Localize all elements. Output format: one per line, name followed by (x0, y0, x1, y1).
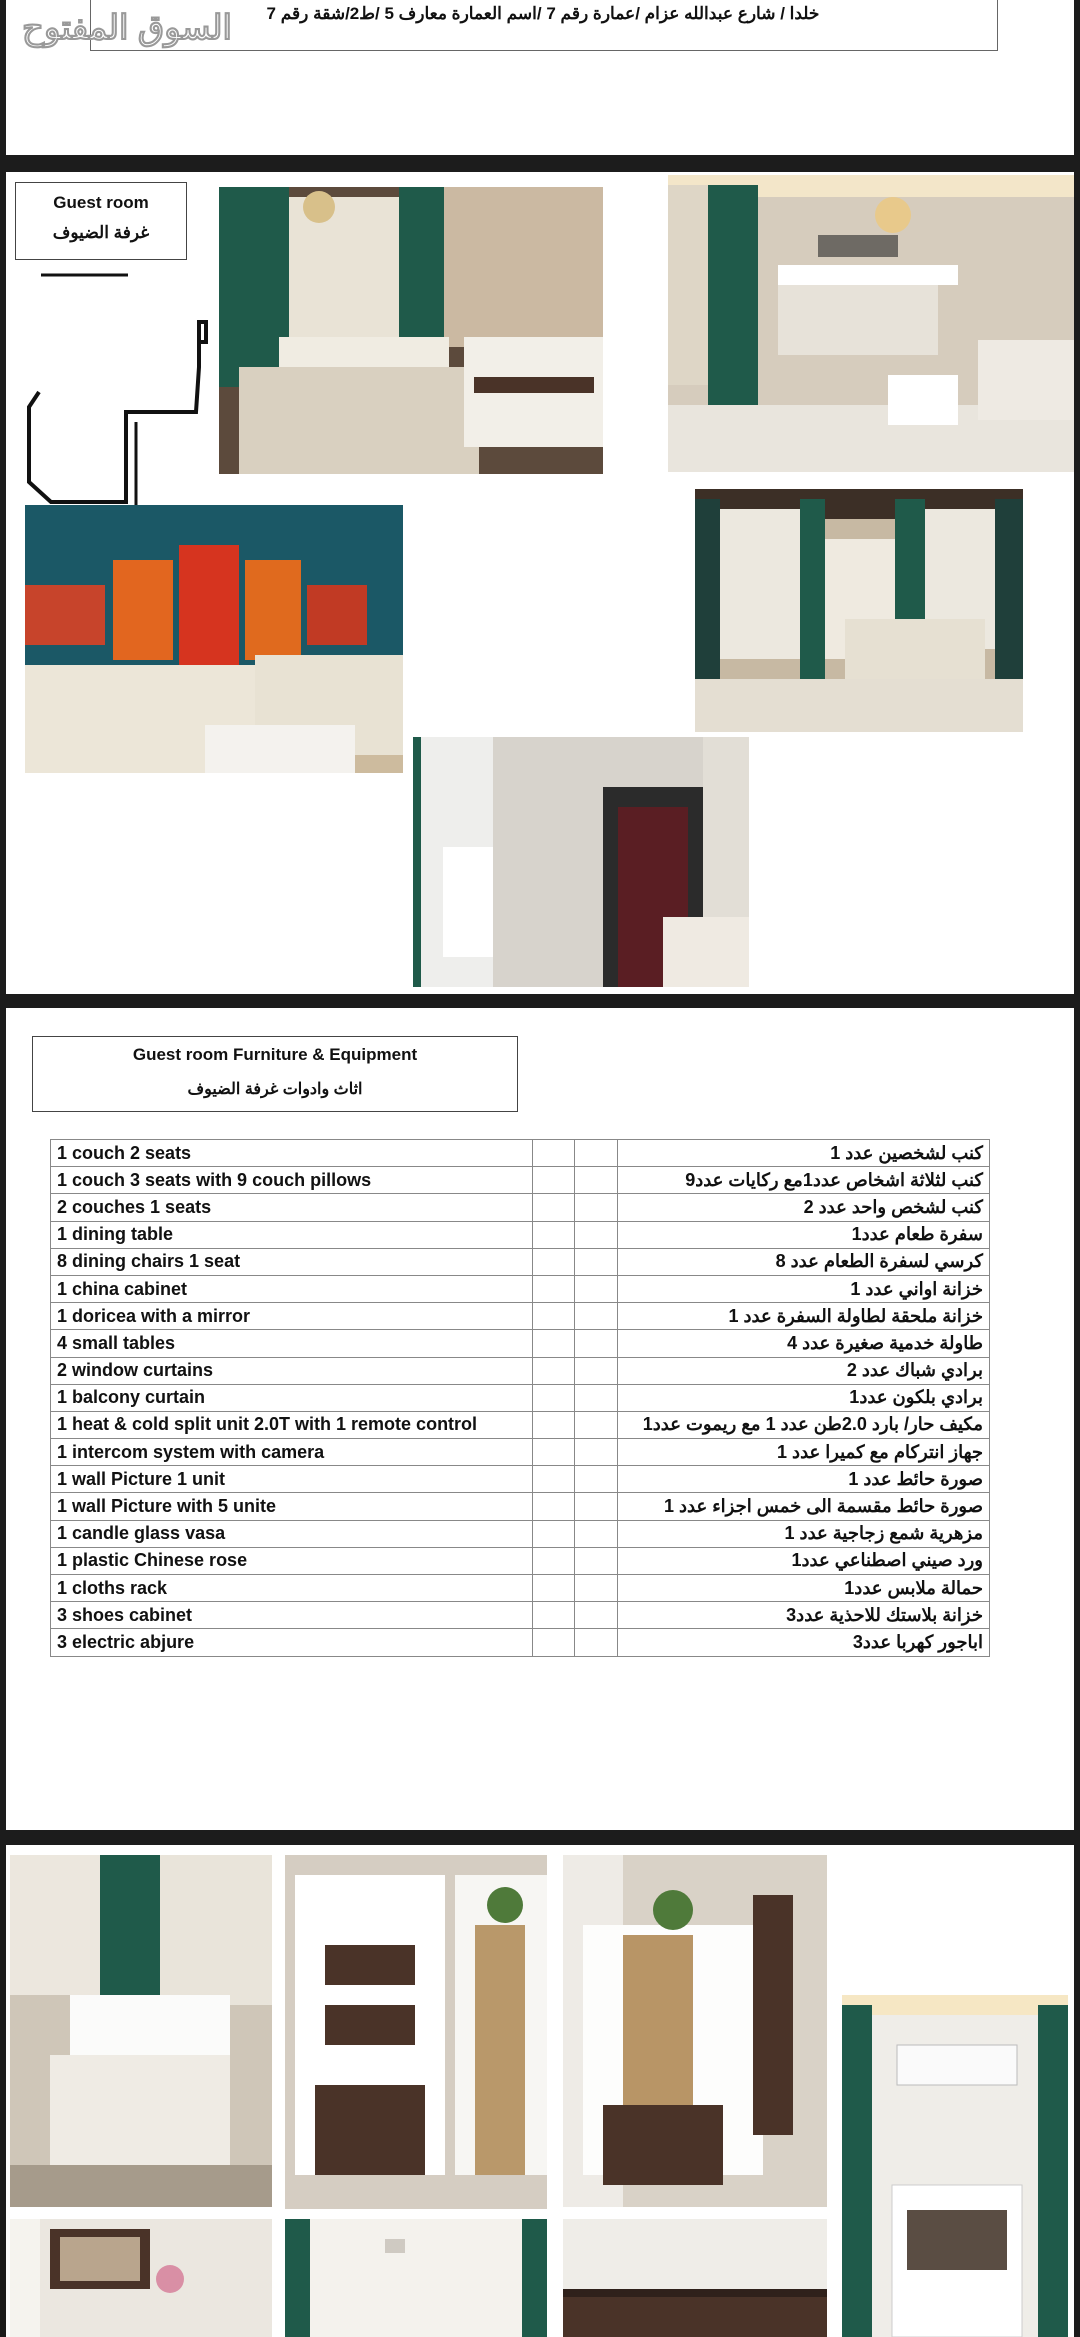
floor-plan-sketch (16, 267, 216, 507)
empty-cell (575, 1547, 618, 1574)
photo-living-overview (668, 175, 1074, 472)
empty-cell (575, 1384, 618, 1411)
empty-cell (532, 1167, 575, 1194)
table-row (51, 1384, 990, 1411)
table-row (51, 1140, 990, 1167)
item-en: 2 window curtains (51, 1357, 533, 1384)
empty-cell (575, 1466, 618, 1493)
empty-cell (575, 1330, 618, 1357)
empty-cell (532, 1140, 575, 1167)
table-row (51, 1194, 990, 1221)
item-ar: سفرة طعام عدد1 (618, 1221, 990, 1248)
table-row (51, 1330, 990, 1357)
table-row (51, 1575, 990, 1602)
empty-cell (532, 1547, 575, 1574)
empty-cell (575, 1520, 618, 1547)
empty-cell (575, 1275, 618, 1302)
empty-cell (575, 1575, 618, 1602)
list-title-en: Guest room Furniture & Equipment (132, 1045, 418, 1064)
address-text: خلدا / شارع عبدالله عزام /عمارة رقم 7 /اسم العمارة معارف 5 /ط2/شقة رقم 7 (266, 4, 820, 23)
item-en: 1 doricea with a mirror (51, 1303, 533, 1330)
item-ar: خزانة ملحقة لطاولة السفرة عدد 1 (618, 1303, 990, 1330)
room-label-en: Guest room (53, 193, 149, 212)
item-en: 1 couch 2 seats (51, 1140, 533, 1167)
item-ar: حمالة ملابس عدد1 (618, 1575, 990, 1602)
empty-cell (575, 1221, 618, 1248)
empty-cell (532, 1629, 575, 1656)
address-page (6, 0, 1074, 155)
empty-cell (532, 1520, 575, 1547)
item-ar: صورة حائط عدد 1 (618, 1466, 990, 1493)
table-row (51, 1547, 990, 1574)
item-en: 1 wall Picture with 5 unite (51, 1493, 533, 1520)
item-en: 1 intercom system with camera (51, 1439, 533, 1466)
empty-cell (532, 1439, 575, 1466)
item-ar: كنب لثلاثة اشخاص عدد1مع ركايات عدد9 (618, 1167, 990, 1194)
table-row (51, 1248, 990, 1275)
room-label-ar: غرفة الضيوف (52, 223, 150, 242)
table-row (51, 1357, 990, 1384)
item-en: 8 dining chairs 1 seat (51, 1248, 533, 1275)
table-row (51, 1167, 990, 1194)
item-en: 3 shoes cabinet (51, 1602, 533, 1629)
table-row (51, 1466, 990, 1493)
item-en: 3 electric abjure (51, 1629, 533, 1656)
item-ar: جهاز انتركام مع كميرا عدد 1 (618, 1439, 990, 1466)
item-en: 1 cloths rack (51, 1575, 533, 1602)
table-row (51, 1221, 990, 1248)
empty-cell (575, 1602, 618, 1629)
empty-cell (575, 1357, 618, 1384)
empty-cell (532, 1493, 575, 1520)
furniture-table (50, 1139, 990, 1657)
list-title-ar: اثاث وادوات غرفة الضيوف (187, 1081, 363, 1098)
photo-entrance-hallway (413, 737, 749, 987)
item-ar: مزهرية شمع زجاجية عدد 1 (618, 1520, 990, 1547)
item-en: 1 plastic Chinese rose (51, 1547, 533, 1574)
empty-cell (532, 1248, 575, 1275)
empty-cell (575, 1167, 618, 1194)
item-en: 1 wall Picture 1 unit (51, 1466, 533, 1493)
empty-cell (575, 1303, 618, 1330)
empty-cell (532, 1303, 575, 1330)
photo-ac-cabinet (842, 1995, 1068, 2337)
item-en: 1 heat & cold split unit 2.0T with 1 remote control (51, 1411, 533, 1438)
item-en: 1 china cabinet (51, 1275, 533, 1302)
table-row (51, 1439, 990, 1466)
empty-cell (575, 1629, 618, 1656)
table-row (51, 1275, 990, 1302)
table-row (51, 1303, 990, 1330)
furniture-list-page (6, 1008, 1074, 1830)
photo-dining-table (10, 1855, 272, 2207)
empty-cell (532, 1194, 575, 1221)
item-en: 1 balcony curtain (51, 1384, 533, 1411)
item-en: 2 couches 1 seats (51, 1194, 533, 1221)
item-ar: خزانة اواني عدد 1 (618, 1275, 990, 1302)
item-ar: كنب لشخصين عدد 1 (618, 1140, 990, 1167)
item-en: 1 dining table (51, 1221, 533, 1248)
empty-cell (532, 1221, 575, 1248)
empty-cell (532, 1411, 575, 1438)
photo-buffet-drawers (285, 1855, 547, 2209)
photo-wall-art (25, 505, 403, 773)
photo-buffet-runner (563, 1855, 827, 2207)
table-row (51, 1411, 990, 1438)
photo-living-curtains (695, 489, 1023, 732)
room-label-box (15, 182, 187, 260)
watermark: السوق المفتوح (22, 9, 232, 47)
item-en: 1 couch 3 seats with 9 couch pillows (51, 1167, 533, 1194)
empty-cell (575, 1248, 618, 1275)
empty-cell (575, 1194, 618, 1221)
table-row (51, 1520, 990, 1547)
empty-cell (575, 1411, 618, 1438)
table-row (51, 1629, 990, 1656)
photo-mirror-flowers (10, 2219, 272, 2337)
empty-cell (575, 1493, 618, 1520)
table-row (51, 1602, 990, 1629)
item-ar: مكيف حار/ بارد 2.0طن عدد 1 مع ريموت عدد1 (618, 1411, 990, 1438)
item-ar: اباجور كهربا عدد3 (618, 1629, 990, 1656)
photo-cabinet-top (563, 2219, 827, 2337)
photo-dining-room (219, 187, 603, 474)
empty-cell (532, 1602, 575, 1629)
empty-cell (532, 1330, 575, 1357)
table-row (51, 1493, 990, 1520)
photos-page-2 (6, 1845, 1074, 2337)
item-ar: كنب لشخص واحد عدد 2 (618, 1194, 990, 1221)
empty-cell (532, 1275, 575, 1302)
item-en: 1 candle glass vasa (51, 1520, 533, 1547)
photos-page-1 (6, 172, 1074, 994)
item-ar: برادي شباك عدد 2 (618, 1357, 990, 1384)
empty-cell (532, 1384, 575, 1411)
item-en: 4 small tables (51, 1330, 533, 1357)
item-ar: برادي بلكون عدد1 (618, 1384, 990, 1411)
item-ar: خزانة بلاستك للاحذية عدد3 (618, 1602, 990, 1629)
item-ar: كرسي لسفرة الطعام عدد 8 (618, 1248, 990, 1275)
empty-cell (532, 1357, 575, 1384)
item-ar: صورة حائط مقسمة الى خمس اجزاء عدد 1 (618, 1493, 990, 1520)
item-ar: ورد صيني اصطناعي عدد1 (618, 1547, 990, 1574)
empty-cell (532, 1575, 575, 1602)
photo-curtain-window (285, 2219, 547, 2337)
item-ar: طاولة خدمية صغيرة عدد 4 (618, 1330, 990, 1357)
empty-cell (532, 1466, 575, 1493)
list-title-box (32, 1036, 518, 1112)
empty-cell (575, 1140, 618, 1167)
empty-cell (575, 1439, 618, 1466)
